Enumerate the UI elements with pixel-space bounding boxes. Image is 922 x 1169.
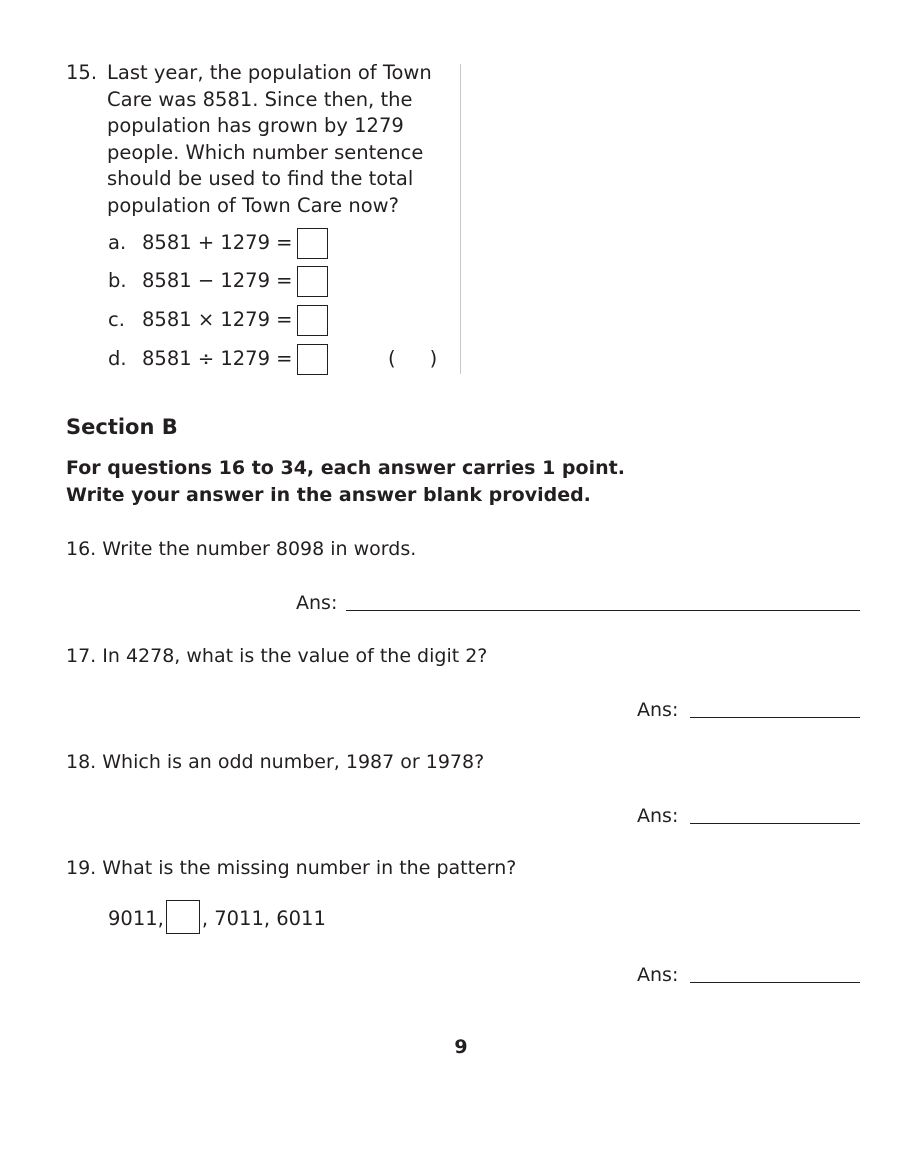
answer-label: Ans: — [637, 699, 679, 721]
question-stem-line: population of Town Care now? — [107, 193, 399, 217]
question-text: Which is an odd number, 1987 or 1978? — [102, 751, 485, 773]
instruction-line: For questions 16 to 34, each answer carries 1 point. — [66, 457, 625, 479]
section-title: Section B — [66, 415, 178, 439]
option-expression: 8581 ÷ 1279 = — [142, 347, 293, 370]
question-stem-line: people. Which number sentence — [107, 140, 424, 164]
column-divider — [460, 64, 461, 374]
answer-box[interactable] — [297, 344, 328, 375]
answer-blank[interactable] — [690, 802, 860, 824]
answer-blank[interactable] — [346, 589, 860, 611]
answer-blank[interactable] — [690, 696, 860, 718]
question-number: 17. — [66, 645, 97, 667]
option-a — [108, 227, 328, 259]
pattern-rest: , 7011, 6011 — [201, 907, 326, 930]
question-19 — [66, 857, 516, 879]
question-number: 15. — [66, 61, 98, 84]
answer-box[interactable] — [297, 266, 328, 297]
option-letter: b. — [108, 269, 127, 292]
question-stem-line: Last year, the population of Town — [107, 61, 432, 84]
number-pattern — [108, 900, 326, 934]
option-expression: 8581 + 1279 = — [142, 231, 293, 254]
question-17 — [66, 645, 487, 667]
option-expression: 8581 × 1279 = — [142, 308, 293, 331]
question-number: 18. — [66, 751, 97, 773]
option-letter: c. — [108, 308, 125, 331]
answer-box[interactable] — [297, 305, 328, 336]
question-number: 16. — [66, 538, 97, 560]
option-b — [108, 265, 328, 297]
question-number: 19. — [66, 857, 97, 879]
question-text: In 4278, what is the value of the digit 2? — [102, 645, 488, 667]
pattern-start: 9011, — [108, 907, 164, 930]
question-16 — [66, 538, 416, 560]
option-letter: d. — [108, 347, 127, 370]
answer-blank[interactable] — [690, 961, 860, 983]
question-text: Write the number 8098 in words. — [102, 538, 417, 560]
answer-parentheses[interactable] — [388, 343, 437, 375]
answer-label: Ans: — [637, 805, 679, 827]
option-letter: a. — [108, 231, 127, 254]
question-text: What is the missing number in the pattern? — [102, 857, 517, 879]
instruction-line: Write your answer in the answer blank provided. — [66, 484, 591, 506]
page-number: 9 — [454, 1036, 468, 1058]
paren-open: ( — [388, 347, 396, 370]
answer-label: Ans: — [296, 592, 338, 614]
option-d — [108, 343, 328, 375]
answer-box[interactable] — [297, 228, 328, 259]
section-instructions — [66, 455, 625, 509]
paren-close: ) — [429, 347, 438, 370]
question-stem-line: should be used to find the total — [107, 167, 414, 190]
question-15 — [66, 60, 456, 219]
option-expression: 8581 − 1279 = — [142, 269, 293, 292]
missing-number-box[interactable] — [166, 900, 200, 934]
question-stem-line: population has grown by 1279 — [107, 114, 404, 137]
question-stem-line: Care was 8581. Since then, the — [107, 87, 413, 111]
question-18 — [66, 751, 484, 773]
option-c — [108, 304, 328, 336]
answer-label: Ans: — [637, 964, 679, 986]
